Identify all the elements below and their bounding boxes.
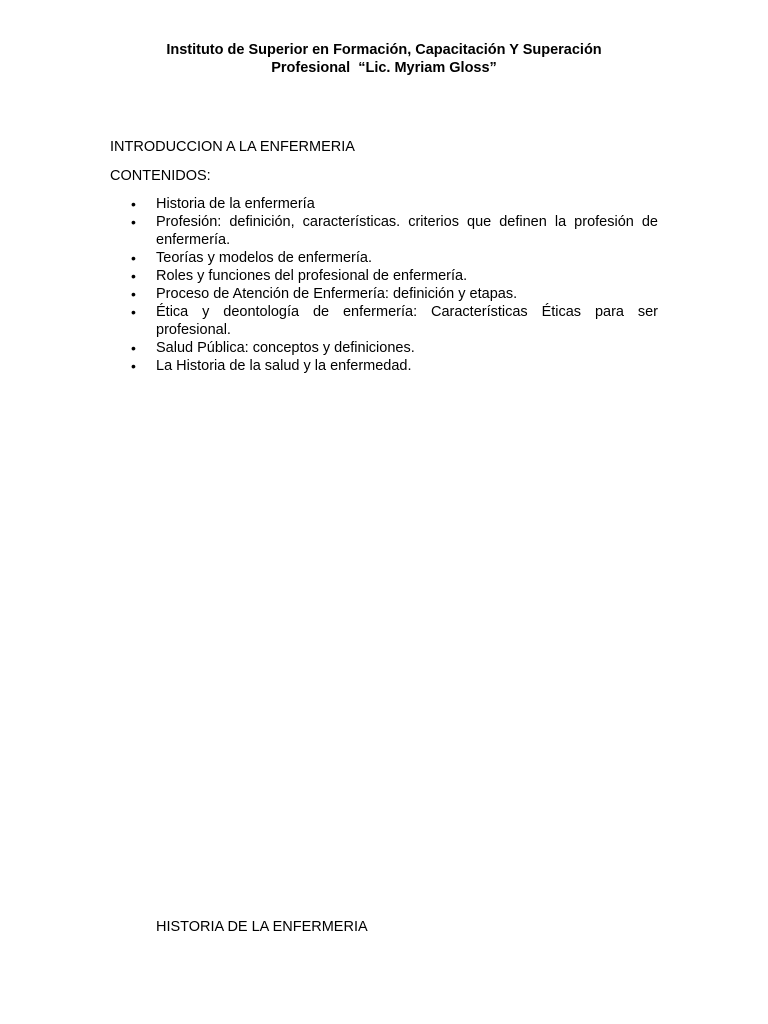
- contents-label: CONTENIDOS:: [110, 168, 211, 184]
- bullet-icon: •: [131, 340, 136, 356]
- course-title: INTRODUCCION A LA ENFERMERIA: [110, 139, 355, 155]
- section-heading: HISTORIA DE LA ENFERMERIA: [156, 919, 368, 935]
- institution-name-line-1: Instituto de Superior en Formación, Capacitación Y Superación: [166, 42, 602, 58]
- topic-text: Salud Pública: conceptos y definiciones.: [156, 340, 415, 356]
- list-item: [110, 357, 658, 375]
- topic-text: Historia de la enfermería: [156, 196, 315, 212]
- topic-text: Profesión: definición, características. criterios que definen la profesión de enfermería.: [156, 214, 658, 248]
- topic-text: La Historia de la salud y la enfermedad.: [156, 358, 412, 374]
- list-item: [110, 339, 658, 357]
- topic-text: Teorías y modelos de enfermería.: [156, 250, 372, 266]
- bullet-icon: •: [131, 196, 136, 212]
- list-item: [110, 249, 658, 267]
- bullet-icon: •: [131, 250, 136, 266]
- topic-text: Roles y funciones del profesional de enfermería.: [156, 268, 468, 284]
- topic-text: Ética y deontología de enfermería: Características Éticas para ser profesional.: [156, 304, 658, 338]
- list-item: [110, 213, 658, 249]
- list-item: [110, 195, 658, 213]
- bullet-icon: •: [131, 286, 136, 302]
- list-item: [110, 303, 658, 339]
- bullet-icon: •: [131, 214, 136, 230]
- institution-header: [110, 41, 658, 77]
- bullet-icon: •: [131, 304, 136, 320]
- topic-list: [110, 195, 658, 375]
- list-item: [110, 267, 658, 285]
- list-item: [110, 285, 658, 303]
- bullet-icon: •: [131, 268, 136, 284]
- topic-text: Proceso de Atención de Enfermería: definición y etapas.: [156, 286, 518, 302]
- institution-name-line-2: Profesional “Lic. Myriam Gloss”: [271, 60, 497, 76]
- bullet-icon: •: [131, 358, 136, 374]
